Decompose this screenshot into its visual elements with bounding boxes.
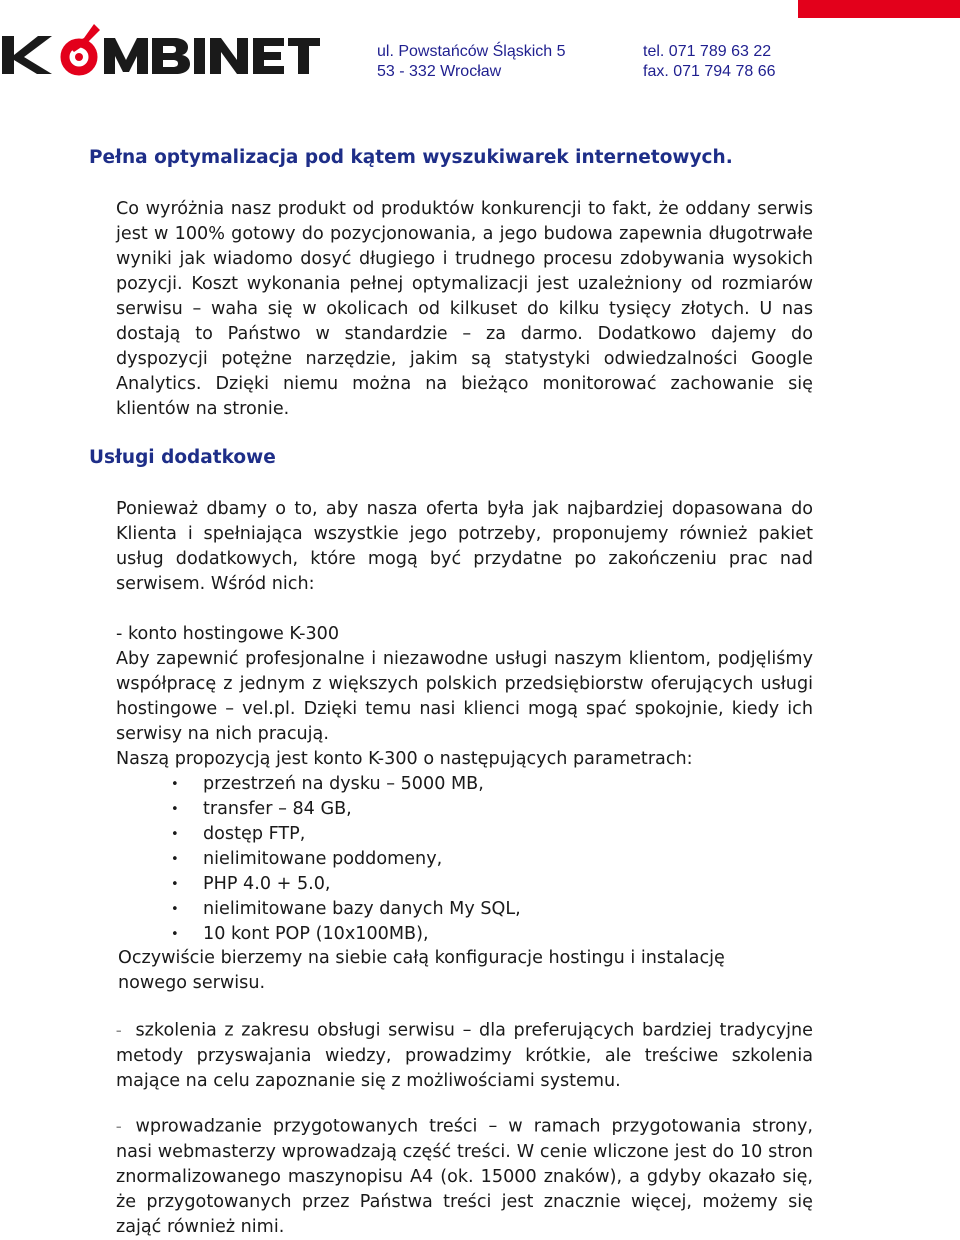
list-item: • nielimitowane bazy danych My SQL, — [116, 897, 521, 922]
list-item: • transfer – 84 GB, — [116, 797, 521, 822]
address-block — [377, 42, 566, 82]
additional-services-intro: Ponieważ dbamy o to, aby nasza oferta była jak najbardziej dopasowana do Klienta i spełniająca wszystkie jego potrzeby, proponujemy również pakiet usług dodatkowych, które mogą być przydatne po zakończeniu prac nad serwisem. Wśród nich: — [116, 499, 813, 594]
section-heading-additional-services: Usługi dodatkowe — [89, 447, 276, 468]
list-item: • nielimitowane poddomeny, — [116, 847, 521, 872]
list-item: • 10 kont POP (10x100MB), — [116, 922, 521, 947]
hosting-closing: Oczywiście bierzemy na siebie całą konfiguracje hostingu i instalację nowego serwisu. — [118, 948, 725, 993]
bullet-icon: • — [171, 777, 179, 792]
dash-marker: – — [116, 1120, 122, 1133]
bullet-icon: • — [171, 827, 179, 842]
hosting-params-list — [116, 772, 521, 947]
training-text: szkolenia z zakresu obsługi serwisu – dla preferujących bardziej tradycyjne metody przyswajania wiedzy, prowadzimy krótkie, ale treściwe szkolenia mające na celu zapoznanie się z możliwościami systemu. — [116, 1020, 813, 1091]
content-entry-paragraph — [116, 1114, 813, 1240]
kombinet-logo — [0, 18, 345, 82]
address-line-city: 53 - 332 Wrocław — [377, 63, 502, 80]
contact-block — [643, 42, 776, 82]
header-red-bar — [798, 0, 960, 18]
bullet-icon: • — [171, 852, 179, 867]
bullet-icon: • — [171, 927, 179, 942]
hosting-params-intro: Naszą propozycją jest konto K-300 o następujących parametrach: — [116, 749, 693, 769]
fax-number: fax. 071 794 78 66 — [643, 63, 776, 80]
dash-marker: – — [116, 1024, 122, 1037]
content-entry-text: wprowadzanie przygotowanych treści – w ramach przygotowania strony, nasi webmasterzy wprowadzają część treści. W cenie wliczone jest do 10 stron znormalizowanego maszynopisu A4 (ok. 15000 znaków), a gdyby okazało się, że przygotowanych przez Państwa treści jest znacznie więcej, możemy się zająć również nimi. — [116, 1116, 813, 1237]
address-line-street: ul. Powstańców Śląskich 5 — [377, 43, 566, 60]
list-item: • PHP 4.0 + 5.0, — [116, 872, 521, 897]
training-paragraph — [116, 1018, 813, 1094]
hosting-title: - konto hostingowe K-300 — [116, 624, 340, 644]
section-heading-optimization: Pełna optymalizacja pod kątem wyszukiwarek internetowych. — [89, 147, 733, 168]
bullet-icon: • — [171, 802, 179, 817]
hosting-section — [116, 622, 813, 772]
hosting-body: Aby zapewnić profesjonalne i niezawodne usługi naszym klientom, podjęliśmy współpracę z jednym z większych polskich przedsiębiorstw oferujących usługi hostingowe – vel.pl. Dzięki temu nasi klienci mogą spać spokojnie, kiedy ich serwisy na nich pracują. — [116, 649, 813, 744]
phone-number: tel. 071 789 63 22 — [643, 43, 772, 60]
bullet-icon: • — [171, 877, 179, 892]
list-item: • dostęp FTP, — [116, 822, 521, 847]
optimization-paragraph: Co wyróżnia nasz produkt od produktów konkurencji to fakt, że oddany serwis jest w 100% gotowy do pozycjonowania, a jego budowa zapewnia długotrwałe wyniki jak wiadomo dosyć długiego i trudnego procesu zdobywania wysokich pozycji. Koszt wykonania pełnej optymalizacji jest uzależniony od rozmiarów serwisu – waha się w okolicach od kilkuset do kilku tysięcy złotych. U nas dostają to Państwo w standardzie – za darmo. Dodatkowo dajemy do dyspozycji potężne narzędzie, jakim są statystyki odwiedzalności Google Analytics. Dzięki niemu można na bieżąco monitorować zachowanie się klientów na stronie. — [116, 199, 813, 419]
list-item: • przestrzeń na dysku – 5000 MB, — [116, 772, 521, 797]
bullet-icon: • — [171, 902, 179, 917]
